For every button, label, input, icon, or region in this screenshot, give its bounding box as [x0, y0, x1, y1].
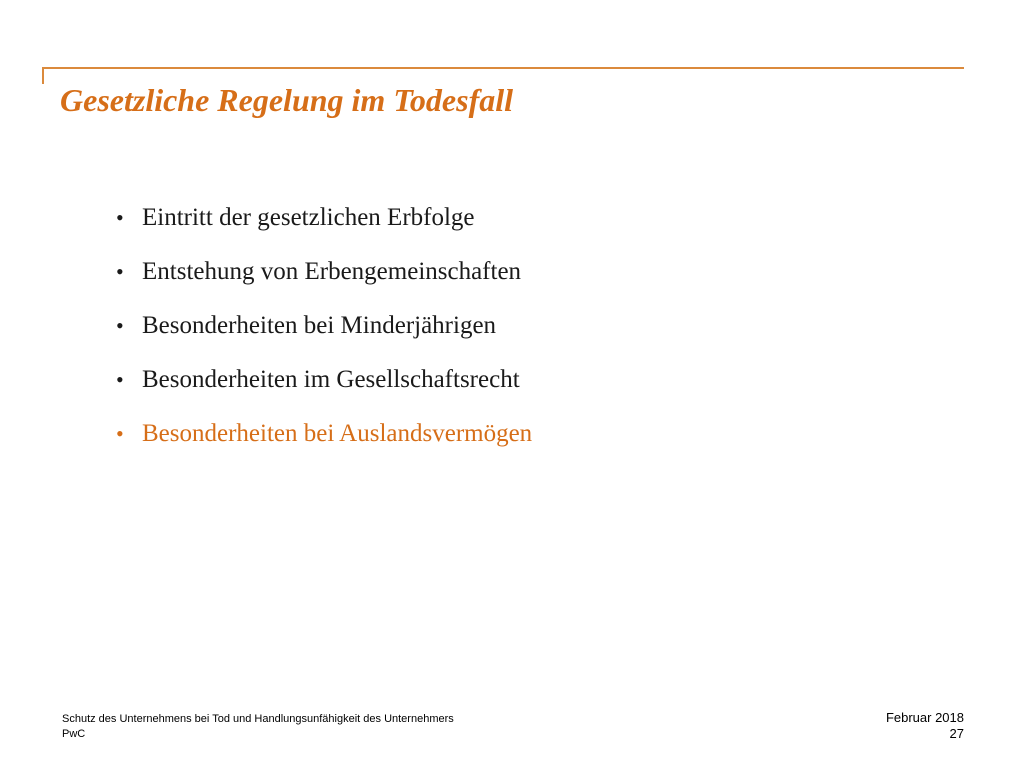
bullet-item [116, 360, 532, 414]
title-corner-mark [42, 67, 44, 84]
footer-company: PwC [62, 728, 86, 740]
bullet-item [116, 306, 532, 360]
bullet-item [116, 198, 532, 252]
bullet-dot-icon: • [116, 421, 124, 446]
bullet-dot-icon: • [116, 205, 124, 230]
bullet-item-highlighted [116, 414, 532, 468]
footer-right [886, 710, 964, 742]
bullet-dot-icon: • [116, 259, 124, 284]
bullet-dot-icon: • [116, 367, 124, 392]
bullet-text: Besonderheiten bei Minderjährigen [142, 312, 497, 339]
title-divider-line [42, 67, 964, 69]
bullet-item [116, 252, 532, 306]
bullet-text: Entstehung von Erbengemeinschaften [142, 258, 522, 285]
footer-presentation-title: Schutz des Unternehmens bei Tod und Handlungsunfähigkeit des Unternehmers [62, 713, 454, 725]
footer-date: Februar 2018 [885, 710, 964, 725]
bullet-dot-icon: • [116, 313, 124, 338]
bullet-text: Eintritt der gesetzlichen Erbfolge [142, 204, 475, 231]
footer-page-number: 27 [949, 726, 964, 741]
footer-left [62, 712, 454, 742]
slide-title: Gesetzliche Regelung im Todesfall [60, 82, 514, 118]
bullet-list [116, 198, 532, 468]
bullet-text: Besonderheiten im Gesellschaftsrecht [142, 366, 520, 393]
bullet-text: Besonderheiten bei Auslandsvermögen [142, 420, 533, 447]
